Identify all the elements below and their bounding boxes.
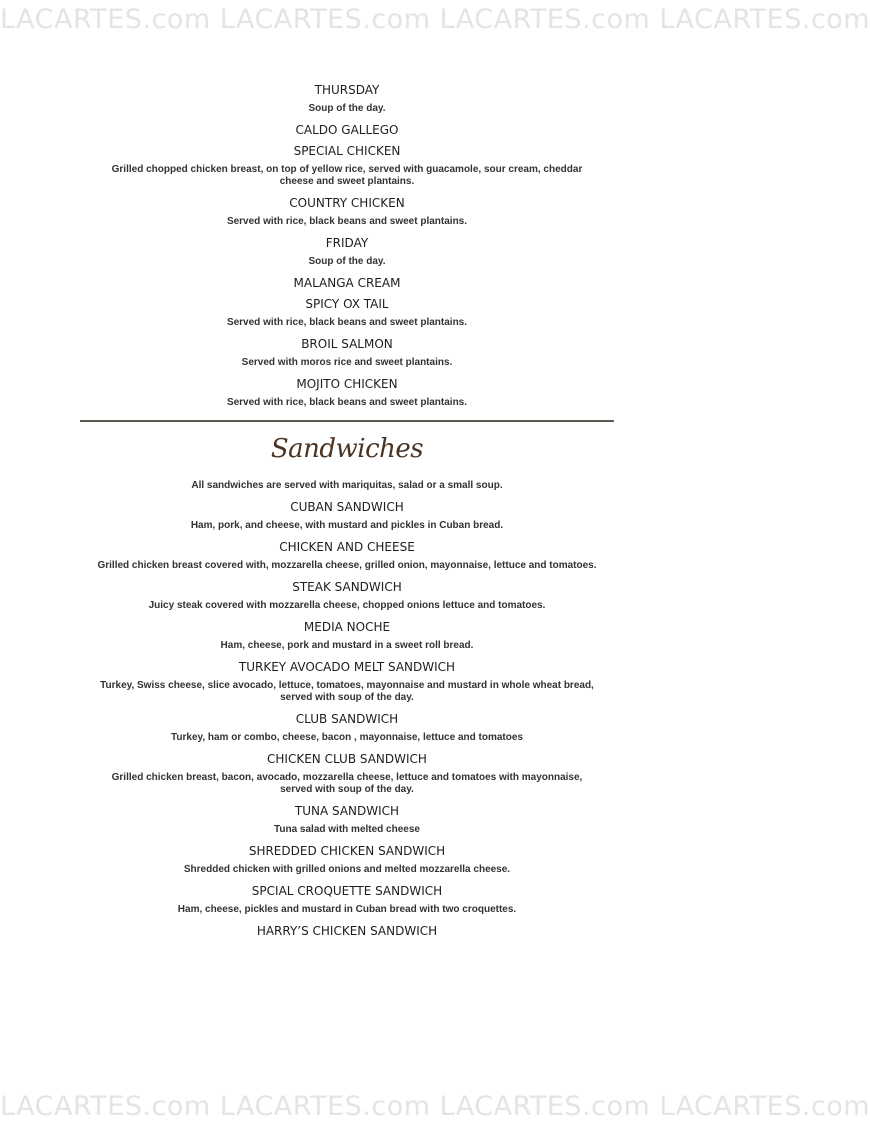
menu-item-description: Tuna salad with melted cheese [274,824,420,835]
menu-item-name: TURKEY AVOCADO MELT SANDWICH [238,660,456,674]
sandwich-list [97,478,596,942]
menu-item-description: Grilled chopped chicken breast, on top of yellow rice, served with guacamole, sour cream, cheddar cheese and sweet plantains. [111,164,583,187]
menu-item-name: FRIDAY [325,236,369,250]
menu-item-name: CHICKEN AND CHEESE [279,540,415,554]
menu-item-description: Shredded chicken with grilled onions and melted mozzarella cheese. [183,864,511,875]
menu-item-description: Served with rice, black beans and sweet plantains. [226,397,468,408]
menu-item-name: STEAK SANDWICH [292,580,402,594]
watermark-top: LACARTES.com LACARTES.com LACARTES.com LACARTES.com [0,4,870,35]
menu-item-description: Ham, pork, and cheese, with mustard and pickles in Cuban bread. [190,520,504,531]
menu-item-description: All sandwiches are served with mariquitas, salad or a small soup. [191,480,503,491]
menu-item-description: Ham, cheese, pickles and mustard in Cuban bread with two croquettes. [177,904,517,915]
menu-item-name: HARRY’S CHICKEN SANDWICH [256,924,438,938]
menu-item-name: CUBAN SANDWICH [290,500,404,514]
menu-item-name: BROIL SALMON [301,337,393,351]
menu-item-name: MEDIA NOCHE [303,620,391,634]
menu-item-name: SHREDDED CHICKEN SANDWICH [248,844,446,858]
menu-item-name: CALDO GALLEGO [295,123,399,137]
menu-item-name: SPECIAL CHICKEN [293,144,401,158]
watermark-bottom: LACARTES.com LACARTES.com LACARTES.com LACARTES.com [0,1091,870,1122]
menu-item-name: CHICKEN CLUB SANDWICH [267,752,427,766]
section-divider [80,420,614,422]
menu-item-description: Juicy steak covered with mozzarella cheese, chopped onions lettuce and tomatoes. [148,600,546,611]
menu-item-description: Turkey, ham or combo, cheese, bacon , mayonnaise, lettuce and tomatoes [171,732,523,743]
menu-item-name: MOJITO CHICKEN [296,377,398,391]
menu-item-description: Soup of the day. [308,256,386,267]
menu-item-description: Served with rice, black beans and sweet plantains. [226,317,468,328]
menu-item-name: COUNTRY CHICKEN [289,196,405,210]
menu-item-description: Ham, cheese, pork and mustard in a sweet roll bread. [220,640,474,651]
section-title-sandwiches: Sandwiches [270,434,424,464]
menu-column [80,80,614,942]
menu-item-description: Served with moros rice and sweet plantains. [241,357,453,368]
daily-specials [112,80,583,414]
menu-item-description: Grilled chicken breast, bacon, avocado, mozzarella cheese, lettuce and tomatoes with mayonnaise, served with soup of the day. [111,772,583,795]
menu-item-description: Soup of the day. [308,103,386,114]
menu-item-description: Served with rice, black beans and sweet plantains. [226,216,468,227]
menu-item-name: TUNA SANDWICH [294,804,400,818]
menu-item-name: CLUB SANDWICH [295,712,399,726]
menu-item-name: THURSDAY [314,83,380,97]
menu-item-name: MALANGA CREAM [293,276,401,290]
menu-item-name: SPICY OX TAIL [305,297,389,311]
menu-item-description: Turkey, Swiss cheese, slice avocado, lettuce, tomatoes, mayonnaise and mustard in whole wheat bread, served with soup of the day. [100,680,594,703]
menu-item-description: Grilled chicken breast covered with, mozzarella cheese, grilled onion, mayonnaise, lettuce and tomatoes. [97,560,597,571]
menu-item-name: SPCIAL CROQUETTE SANDWICH [251,884,443,898]
